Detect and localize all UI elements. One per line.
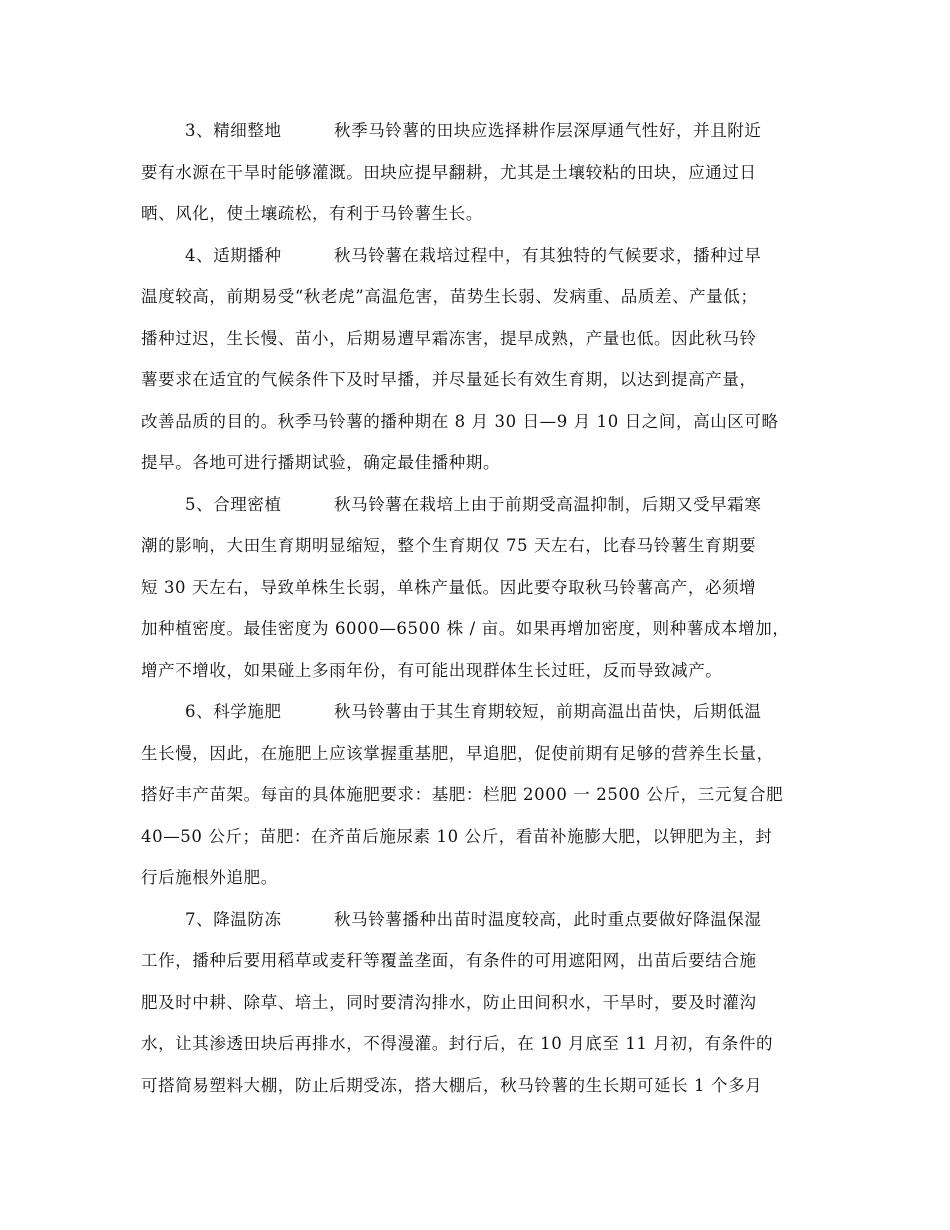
body-line: 增产不增收，如果碰上多雨年份，有可能出现群体生长过旺，反而导致减产。	[141, 660, 723, 680]
section-heading: 5、合理密植	[185, 494, 282, 514]
body-line: 水，让其渗透田块后再排水，不得漫灌。封行后，在 10 月底至 11 月初，有条件的	[141, 1034, 774, 1053]
document-page	[141, 110, 831, 1106]
section-heading: 6、科学施肥	[185, 702, 282, 721]
body-line: 要有水源在干旱时能够灌溉。田块应提早翻耕，尤其是土壤较粘的田块，应通过日	[141, 162, 757, 182]
body-line: 薯要求在适宜的气候条件下及时早播，并尽量延长有效生育期，以达到提高产量，	[141, 370, 757, 389]
body-line: 温度较高，前期易受“秋老虎”高温危害，苗势生长弱、发病重、品质差、产量低；	[141, 287, 758, 306]
paragraph-first-line	[141, 235, 831, 277]
section-soil-preparation	[141, 110, 831, 235]
body-text: 秋马铃薯在栽培上由于前期受高温抑制，后期又受早霜寒	[334, 494, 762, 514]
section-heading: 4、适期播种	[185, 245, 282, 265]
body-line: 行后施根外追肥。	[141, 868, 278, 887]
section-sowing-time	[141, 235, 831, 484]
body-line: 加种植密度。最佳密度为 6000—6500 株 / 亩。如果再增加密度，则种薯成本增加，	[141, 619, 790, 638]
paragraph-first-line	[141, 899, 831, 941]
section-heading: 3、精细整地	[185, 121, 282, 140]
body-line: 工作，播种后要用稻草或麦秆等覆盖垄面，有条件的可用遮阳网，出苗后要结合施	[141, 951, 757, 970]
body-text: 秋季马铃薯的田块应选择耕作层深厚通气性好，并且附近	[334, 121, 762, 140]
body-line: 提早。各地可进行播期试验，确定最佳播种期。	[141, 453, 501, 472]
body-line: 播种过迟，生长慢、苗小，后期易遭早霜冻害，提早成熟，产量也低。因此秋马铃	[141, 328, 757, 348]
body-text: 秋马铃薯在栽培过程中，有其独特的气候要求，播种过早	[334, 245, 762, 265]
body-text: 秋马铃薯由于其生育期较短，前期高温出苗快，后期低温	[334, 702, 762, 721]
body-line: 生长慢，因此，在施肥上应该掌握重基肥，早追肥，促使前期有足够的营养生长量，	[141, 743, 774, 763]
body-line: 改善品质的目的。秋季马铃薯的播种期在 8 月 30 日—9 月 10 日之间，高山区可略	[141, 411, 779, 431]
paragraph-first-line	[141, 484, 831, 526]
body-line: 潮的影响，大田生育期明显缩短，整个生育期仅 75 天左右，比春马铃薯生育期要	[141, 536, 757, 555]
body-line: 晒、风化，使土壤疏松，有利于马铃薯生长。	[141, 204, 483, 223]
body-line: 肥及时中耕、除草、培土，同时要清沟排水，防止田间积水，干旱时，要及时灌沟	[141, 992, 757, 1012]
section-cooling-frost-protection	[141, 899, 831, 1107]
body-line: 可搭简易塑料大棚，防止后期受冻，搭大棚后，秋马铃薯的生长期可延长 1 个多月	[141, 1075, 763, 1095]
section-heading: 7、降温防冻	[185, 909, 282, 929]
paragraph-first-line	[141, 110, 831, 152]
body-line: 短 30 天左右，导致单株生长弱，单株产量低。因此要夺取秋马铃薯高产，必须增	[141, 577, 757, 597]
body-line: 搭好丰产苗架。每亩的具体施肥要求：基肥：栏肥 2000 一 2500 公斤，三元复合肥	[141, 785, 784, 804]
body-text: 秋马铃薯播种出苗时温度较高，此时重点要做好降温保湿	[334, 909, 762, 929]
paragraph-first-line	[141, 691, 831, 733]
section-dense-planting	[141, 484, 831, 692]
section-fertilization	[141, 691, 831, 899]
body-line: 40—50 公斤；苗肥：在齐苗后施尿素 10 公斤，看苗补施膨大肥，以钾肥为主，封	[141, 826, 773, 846]
